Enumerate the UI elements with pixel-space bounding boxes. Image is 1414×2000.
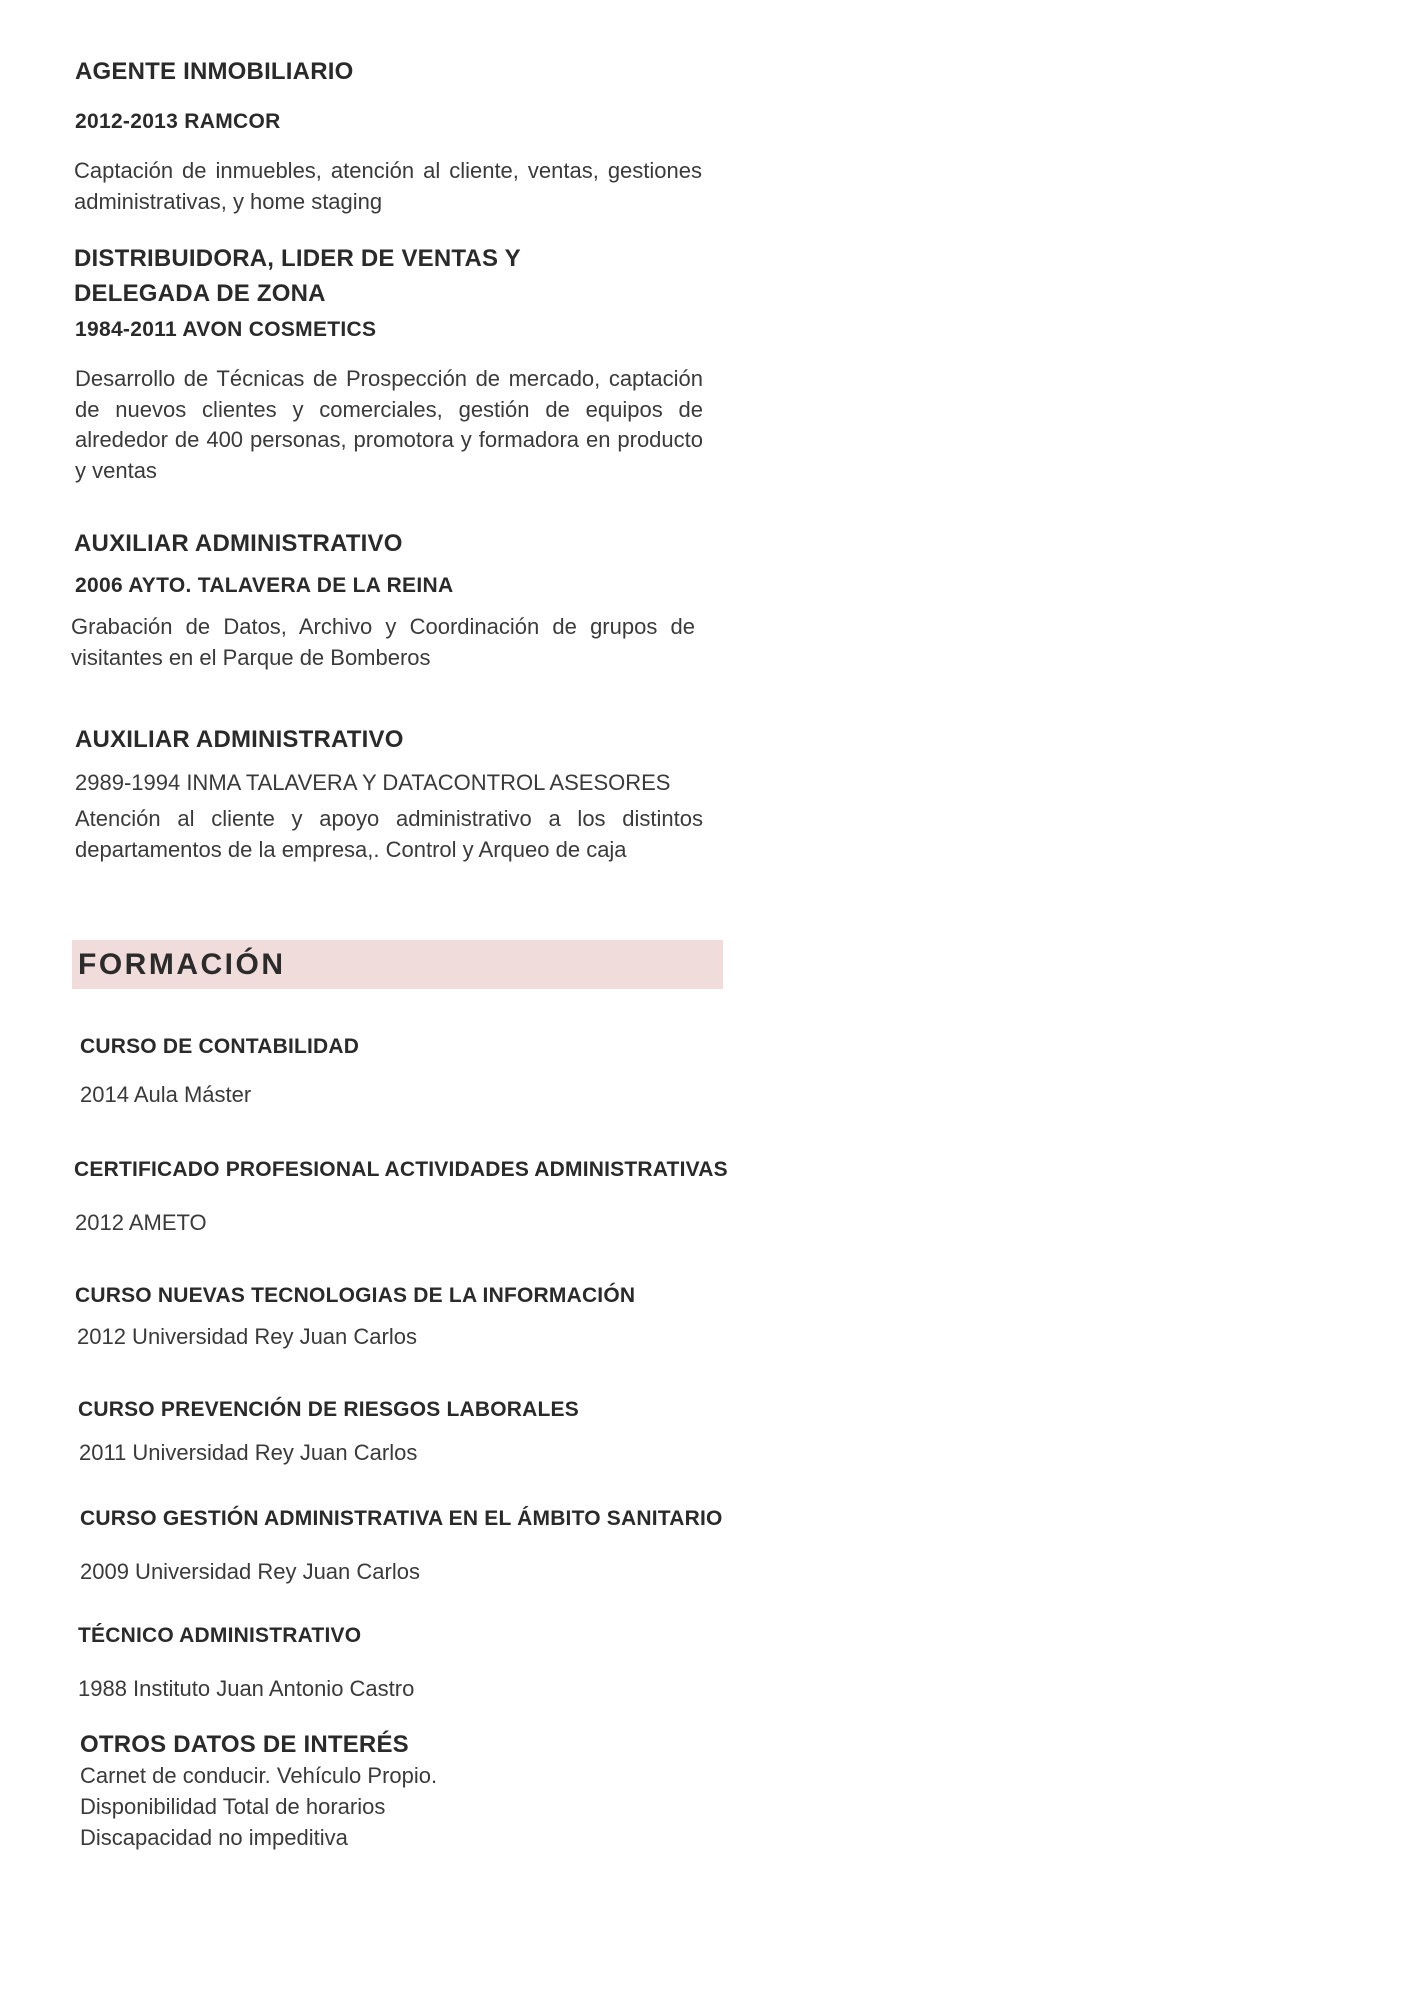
job-title: AUXILIAR ADMINISTRATIVO xyxy=(75,726,404,753)
course-detail: 2009 Universidad Rey Juan Carlos xyxy=(80,1559,420,1584)
course-title: CERTIFICADO PROFESIONAL ACTIVIDADES ADMINISTRATIVAS xyxy=(74,1158,728,1181)
course-title: TÉCNICO ADMINISTRATIVO xyxy=(78,1624,362,1647)
other-info-item: Carnet de conducir. Vehículo Propio. xyxy=(80,1763,438,1788)
course-detail: 2012 AMETO xyxy=(75,1210,207,1235)
course-detail: 2011 Universidad Rey Juan Carlos xyxy=(79,1440,418,1465)
job-title: DELEGADA DE ZONA xyxy=(74,280,326,307)
job-title: DISTRIBUIDORA, LIDER DE VENTAS Y xyxy=(74,245,521,272)
job-meta: 1984-2011 AVON COSMETICS xyxy=(75,318,377,341)
course-title: CURSO DE CONTABILIDAD xyxy=(80,1035,360,1058)
other-info-list xyxy=(80,1760,437,1853)
course-title: CURSO GESTIÓN ADMINISTRATIVA EN EL ÁMBITO SANITARIO xyxy=(80,1507,723,1530)
course-detail: 1988 Instituto Juan Antonio Castro xyxy=(78,1676,415,1701)
course-detail: 2014 Aula Máster xyxy=(80,1082,252,1107)
job-description: Captación de inmuebles, atención al cliente, ventas, gestiones administrativas, y home staging xyxy=(74,158,702,214)
section-title: FORMACIÓN xyxy=(78,948,286,981)
other-info-title: OTROS DATOS DE INTERÉS xyxy=(80,1731,409,1758)
section-band xyxy=(72,940,723,989)
job-description: Grabación de Datos, Archivo y Coordinación de grupos de visitantes en el Parque de Bomberos xyxy=(71,614,695,670)
job-title: AGENTE INMOBILIARIO xyxy=(75,58,354,85)
job-meta: 2012-2013 RAMCOR xyxy=(75,110,281,133)
job-meta: 2989-1994 INMA TALAVERA Y DATACONTROL ASESORES xyxy=(75,770,671,795)
job-title: AUXILIAR ADMINISTRATIVO xyxy=(74,530,403,557)
job-meta: 2006 AYTO. TALAVERA DE LA REINA xyxy=(75,574,454,597)
other-info-item: Discapacidad no impeditiva xyxy=(80,1825,348,1850)
other-info-item: Disponibilidad Total de horarios xyxy=(80,1794,386,1819)
job-description: Atención al cliente y apoyo administrativo a los distintos departamentos de la empresa,. Control y Arqueo de caja xyxy=(75,806,703,862)
job-description: Desarrollo de Técnicas de Prospección de mercado, captación de nuevos clientes y comerciales, gestión de equipos de alrededor de 400 personas, promotora y formadora en producto y ventas xyxy=(75,366,703,483)
course-detail: 2012 Universidad Rey Juan Carlos xyxy=(77,1324,417,1349)
course-title: CURSO PREVENCIÓN DE RIESGOS LABORALES xyxy=(78,1398,579,1421)
course-title: CURSO NUEVAS TECNOLOGIAS DE LA INFORMACIÓN xyxy=(75,1284,636,1307)
